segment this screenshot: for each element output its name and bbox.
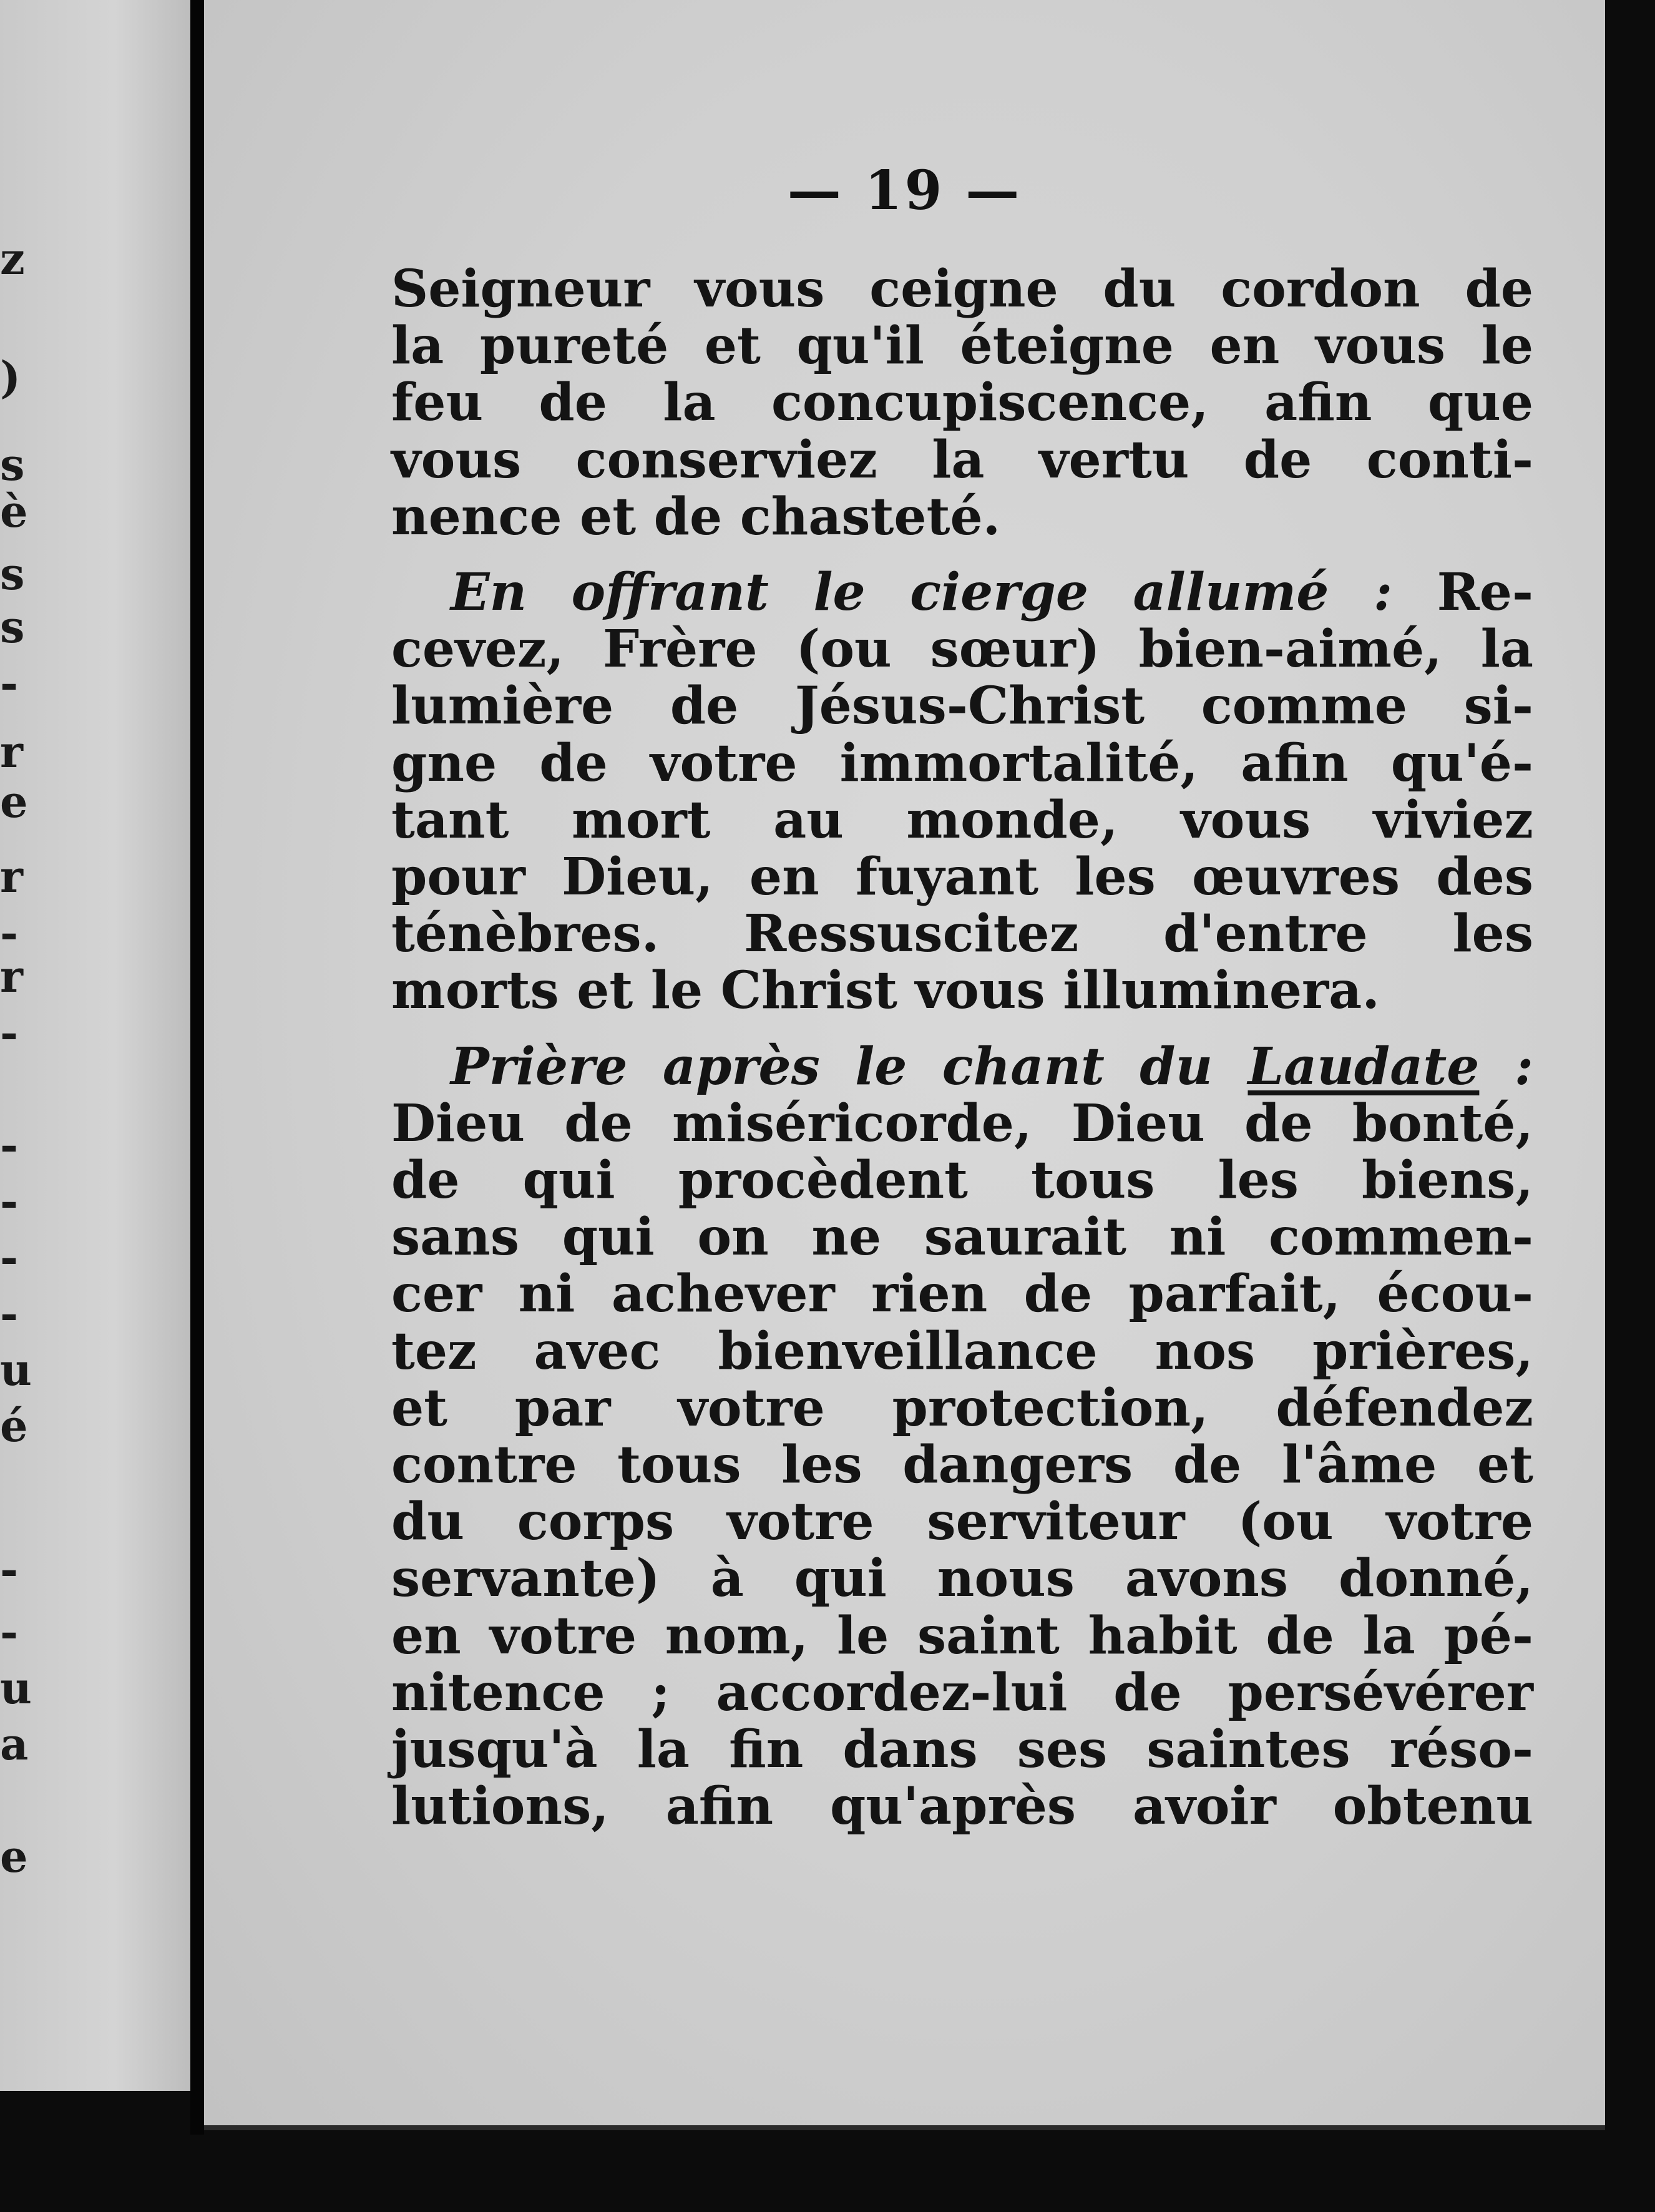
cropped-char: é <box>0 1400 28 1452</box>
cropped-char: ) <box>0 351 21 403</box>
text-line: morts et le Christ vous illuminera. <box>391 961 1380 1021</box>
cropped-char: - <box>0 1007 19 1059</box>
text-line: Seigneur vous ceigne du cordon de <box>391 259 1533 319</box>
text-line: tez avec bienveillance nos prières, <box>391 1321 1533 1381</box>
text-line: tant mort au monde, vous viviez <box>391 790 1533 850</box>
text-line: nitence ; accordez-lui de persévérer <box>391 1662 1533 1723</box>
cropped-char: - <box>0 1231 19 1283</box>
text-line: lumière de Jésus-Christ comme si- <box>391 676 1533 737</box>
cropped-char: z <box>0 233 25 285</box>
paragraph-lead-line <box>391 564 1533 621</box>
right-page <box>204 0 1605 2130</box>
text-line: Dieu de miséricorde, Dieu de bonté, <box>391 1093 1533 1153</box>
text-line: feu de la concupiscence, afin que <box>391 373 1533 433</box>
cropped-char: e <box>0 776 28 828</box>
cropped-char: - <box>0 657 19 709</box>
paragraph-lead-line <box>391 1036 1533 1097</box>
text-line: du corps votre serviteur (ou votre <box>391 1492 1533 1552</box>
cropped-char: - <box>0 1175 19 1227</box>
text-line: contre tous les dangers de l'âme et <box>391 1435 1533 1495</box>
text-line: lutions, afin qu'après avoir obtenu <box>391 1776 1533 1837</box>
cropped-char: - <box>0 1606 19 1658</box>
cropped-char: - <box>0 1119 19 1171</box>
text-line: de qui procèdent tous les biens, <box>391 1150 1533 1211</box>
cropped-char: e <box>0 1831 28 1882</box>
cropped-char: - <box>0 907 19 959</box>
text-line: la pureté et qu'il éteigne en vous le <box>391 316 1533 376</box>
cropped-char: - <box>0 1544 19 1595</box>
left-page-cropped-text <box>0 233 32 1922</box>
cropped-char: a <box>0 1718 29 1770</box>
cropped-char: u <box>0 1344 32 1396</box>
rubric-colon: : <box>1514 1036 1533 1097</box>
cropped-char: u <box>0 1662 32 1714</box>
text-line: et par votre protection, défendez <box>391 1378 1533 1438</box>
cropped-char: - <box>0 1288 19 1339</box>
text-line: vous conserviez la vertu de conti- <box>391 429 1533 490</box>
text-line: jusqu'à la fin dans ses saintes réso- <box>391 1720 1533 1780</box>
left-page-edge <box>0 0 190 2091</box>
rubric-italic: En offrant le cierge allumé : <box>451 562 1393 623</box>
cropped-char: r <box>0 726 23 778</box>
cropped-char: s <box>0 601 25 653</box>
text-line: pour Dieu, en fuyant les œuvres des <box>391 847 1533 908</box>
text-line: ténèbres. Ressuscitez d'entre les <box>391 904 1533 964</box>
lead-rest: Re- <box>1437 562 1533 623</box>
book-spine-gutter <box>190 0 204 2135</box>
rubric-italic: Prière après le chant du <box>451 1036 1213 1097</box>
text-line: servante) à qui nous avons donné, <box>391 1549 1533 1609</box>
cropped-char: s <box>0 439 25 491</box>
cropped-char: s <box>0 548 25 600</box>
cropped-char: r <box>0 951 23 1002</box>
page-number: — 19 — <box>787 159 1022 222</box>
text-line: cevez, Frère (ou sœur) bien-aimé, la <box>391 619 1533 680</box>
text-line: nence et de chasteté. <box>391 486 1001 547</box>
text-line: gne de votre immortalité, afin qu'é- <box>391 733 1533 793</box>
cropped-char: r <box>0 851 23 903</box>
cropped-char: è <box>0 486 28 537</box>
text-line: en votre nom, le saint habit de la pé- <box>391 1605 1533 1666</box>
text-line: sans qui on ne saurait ni commen- <box>391 1207 1533 1268</box>
rubric-underlined: Laudate <box>1247 1036 1480 1097</box>
page-body-text <box>391 261 1533 1835</box>
text-line: cer ni achever rien de parfait, écou- <box>391 1264 1533 1324</box>
